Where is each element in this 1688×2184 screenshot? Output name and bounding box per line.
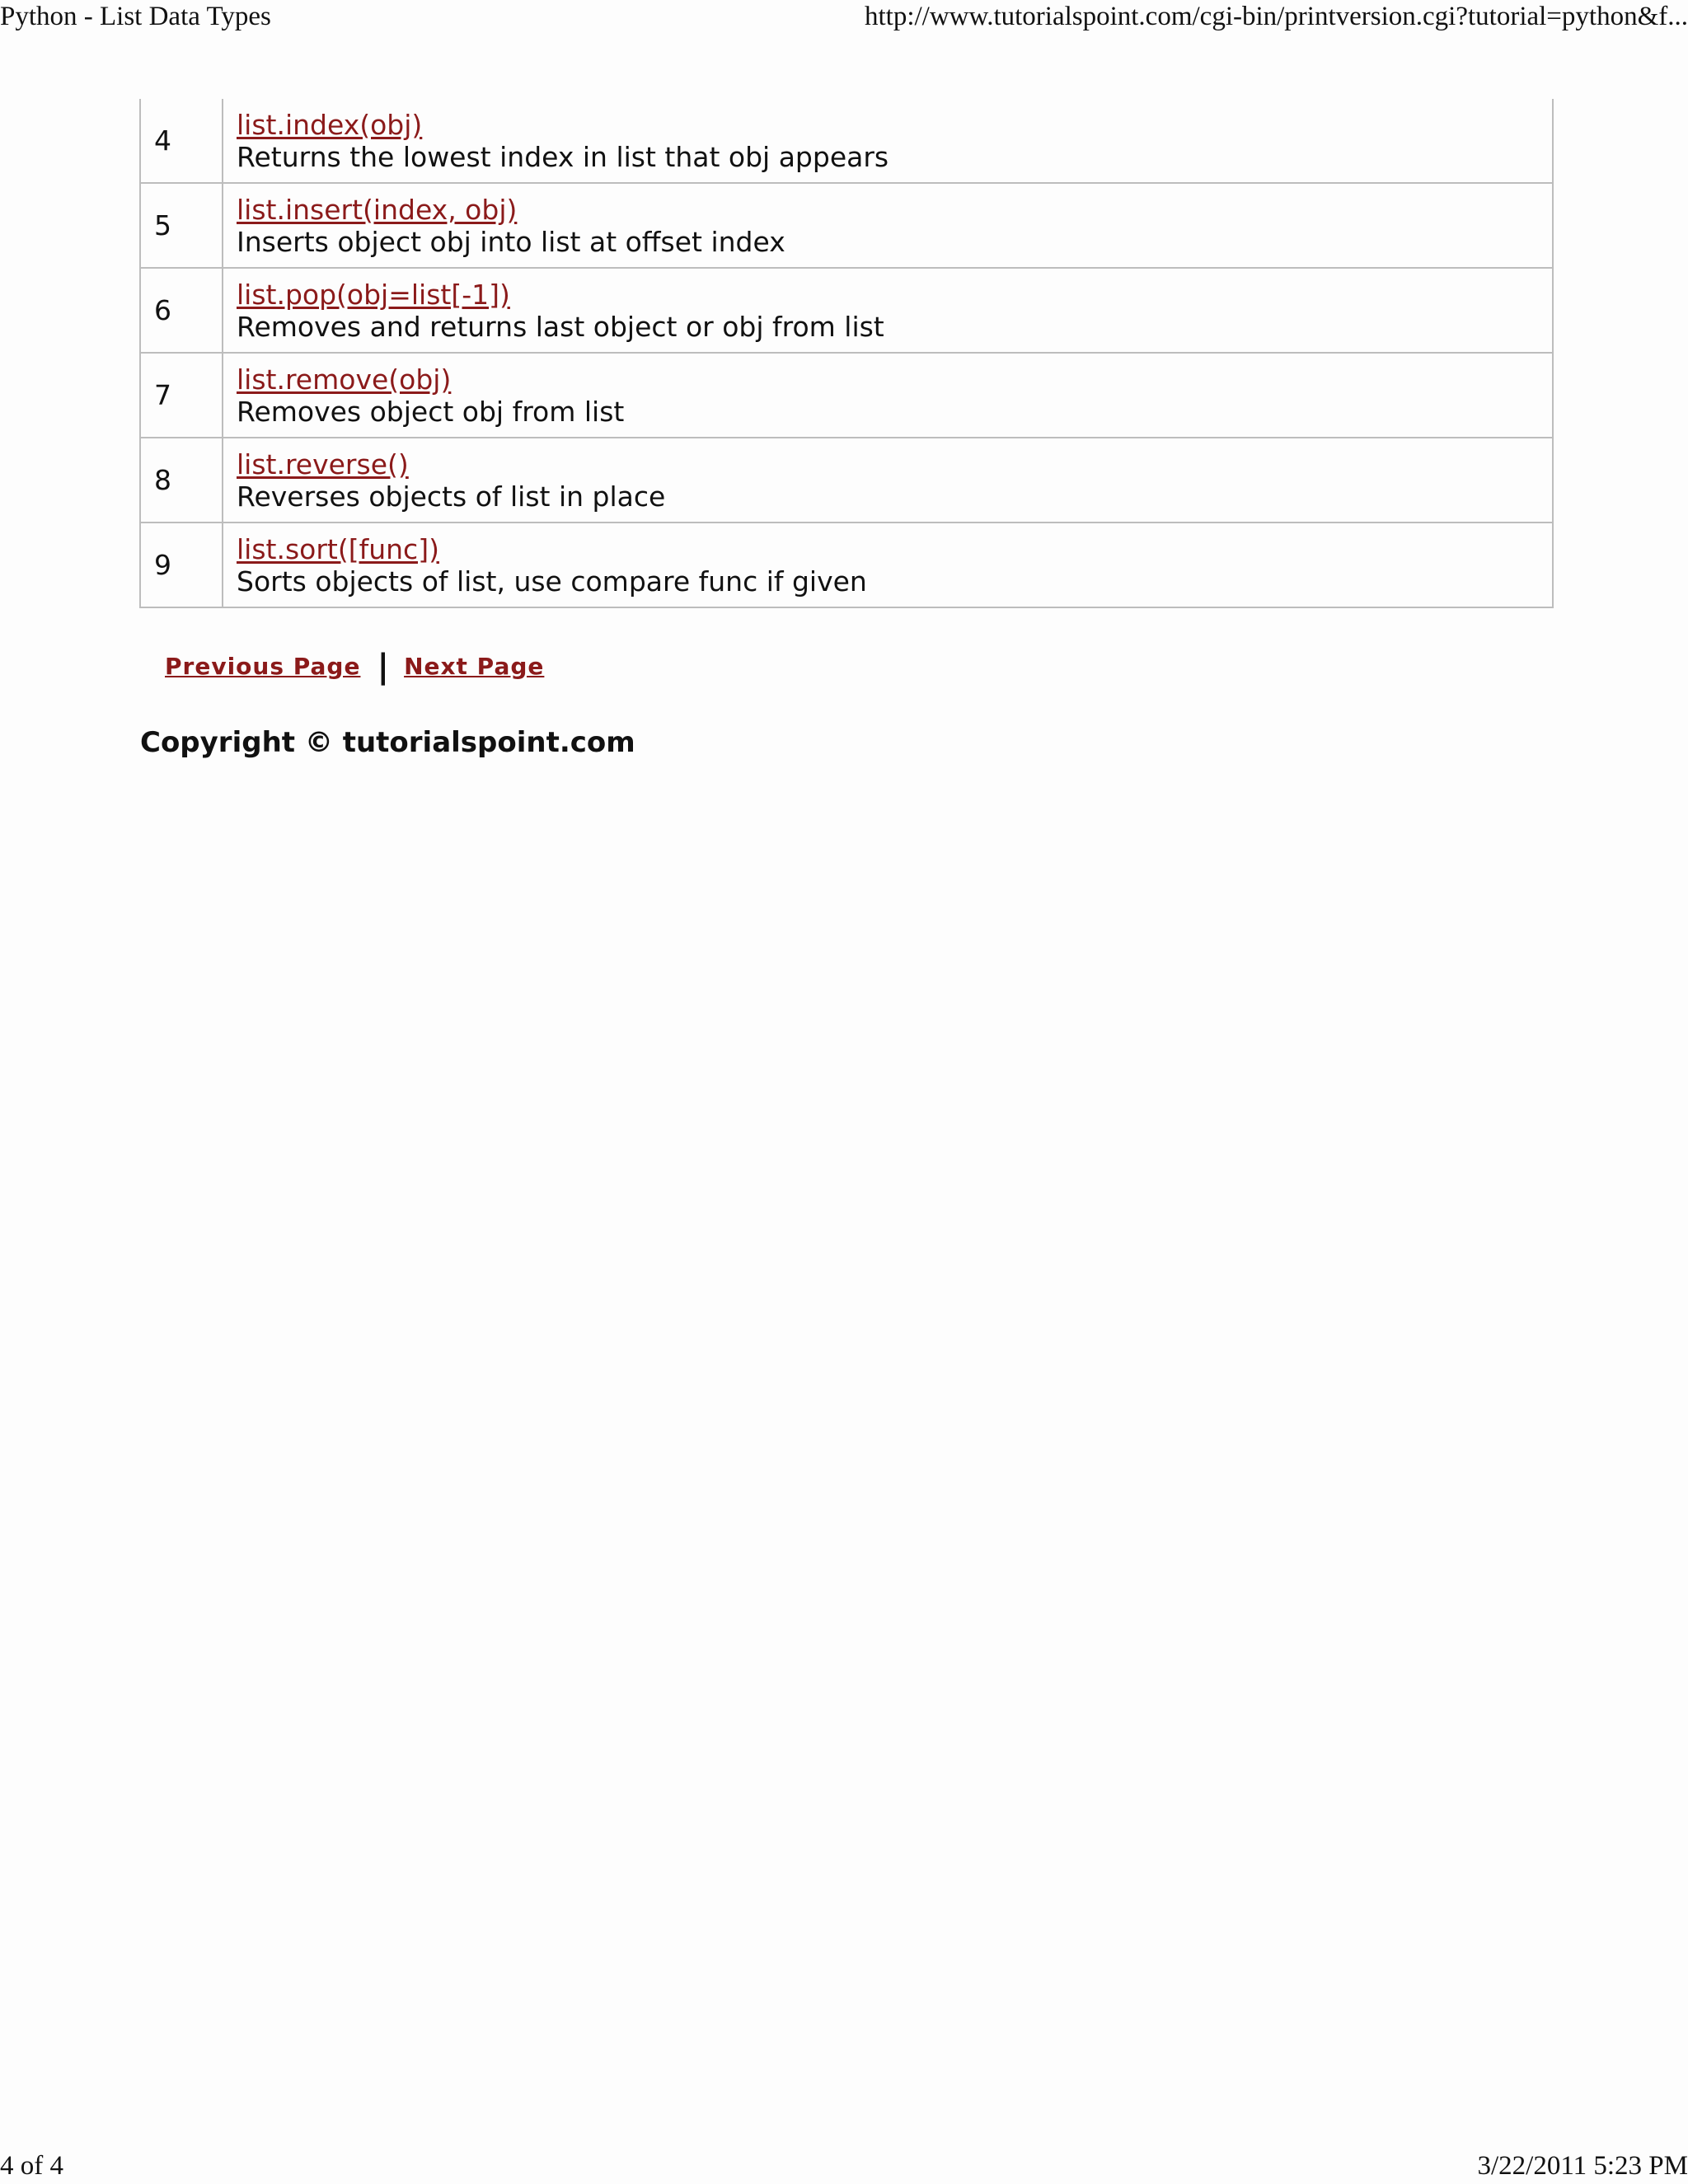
method-description: Removes and returns last object or obj from list (237, 310, 884, 343)
method-link-reverse[interactable]: list.reverse() (237, 448, 409, 480)
pager-separator: | (377, 648, 390, 686)
method-number: 9 (140, 523, 223, 607)
print-footer-page-indicator: 4 of 4 (0, 2151, 63, 2181)
table-row (140, 99, 1553, 183)
method-cell (223, 353, 1553, 438)
method-description: Sorts objects of list, use compare func if given (237, 565, 867, 598)
next-page-link[interactable]: Next Page (404, 653, 545, 680)
method-cell (223, 268, 1553, 353)
table-row (140, 438, 1553, 523)
method-number: 6 (140, 268, 223, 353)
table-row (140, 268, 1553, 353)
method-number: 8 (140, 438, 223, 523)
table-row (140, 353, 1553, 438)
method-link-index[interactable]: list.index(obj) (237, 108, 423, 141)
method-number: 5 (140, 183, 223, 268)
method-link-sort[interactable]: list.sort([func]) (237, 532, 439, 565)
method-link-remove[interactable]: list.remove(obj) (237, 363, 452, 396)
print-header-title: Python - List Data Types (0, 2, 271, 31)
method-link-pop[interactable]: list.pop(obj=list[-1]) (237, 278, 510, 311)
method-description: Reverses objects of list in place (237, 480, 666, 513)
method-link-insert[interactable]: list.insert(index, obj) (237, 193, 518, 226)
method-cell (223, 523, 1553, 607)
method-description: Removes object obj from list (237, 395, 625, 428)
print-footer-timestamp: 3/22/2011 5:23 PM (1477, 2151, 1688, 2181)
method-cell (223, 438, 1553, 523)
method-description: Inserts object obj into list at offset index (237, 225, 785, 258)
method-number: 7 (140, 353, 223, 438)
method-number: 4 (140, 99, 223, 183)
print-header-url: http://www.tutorialspoint.com/cgi-bin/printversion.cgi?tutorial=python&f... (865, 2, 1688, 31)
method-cell (223, 183, 1553, 268)
copyright-notice: Copyright © tutorialspoint.com (140, 726, 635, 759)
list-methods-table (139, 99, 1554, 608)
table-row (140, 183, 1553, 268)
method-cell (223, 99, 1553, 183)
table-row (140, 523, 1553, 607)
method-description: Returns the lowest index in list that obj appears (237, 140, 889, 173)
page-navigation (165, 648, 544, 686)
previous-page-link[interactable]: Previous Page (165, 653, 361, 680)
